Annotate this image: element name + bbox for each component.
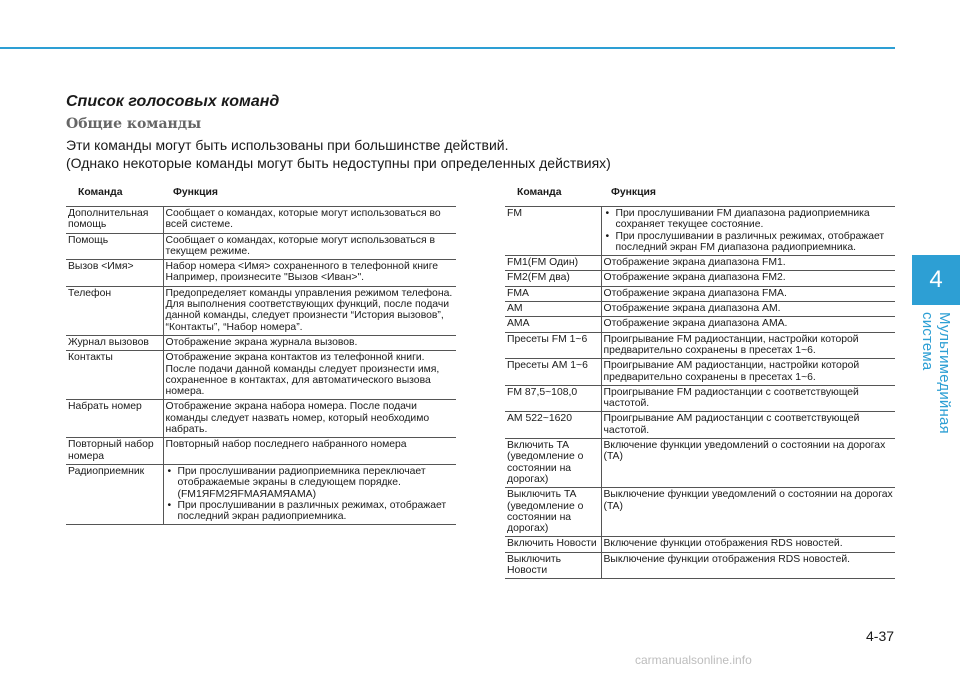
column-header-function: Функция bbox=[163, 180, 456, 207]
table-row bbox=[505, 385, 895, 412]
function-text: Отображение экрана диапазона AMA. bbox=[603, 318, 788, 330]
chapter-number-tab: 4 bbox=[912, 255, 960, 305]
commands-table-right bbox=[505, 180, 895, 579]
function-cell bbox=[601, 537, 895, 552]
function-cell bbox=[163, 464, 456, 524]
intro-line-2: (Однако некоторые команды могут быть недоступны при определенных действиях) bbox=[66, 155, 611, 171]
table-row bbox=[505, 332, 895, 359]
function-text: Отображение экрана диапазона FM1. bbox=[603, 257, 786, 269]
table-row bbox=[505, 439, 895, 488]
function-cell bbox=[601, 302, 895, 317]
function-text: Отображение экрана набора номера. После подачи команды следует назвать номер, который необходимо набрать. bbox=[165, 401, 430, 436]
section-title: Список голосовых команд bbox=[66, 93, 280, 110]
command-cell: Выключить Новости bbox=[505, 552, 601, 579]
function-cell bbox=[163, 351, 456, 400]
table-row bbox=[66, 400, 456, 438]
function-cell bbox=[601, 385, 895, 412]
function-cell bbox=[163, 335, 456, 350]
function-text: Включение функции уведомлений о состоянии на дорогах (TA) bbox=[603, 440, 886, 463]
page-number: 4-37 bbox=[866, 628, 895, 644]
command-cell: Пресеты FM 1~6 bbox=[505, 332, 601, 359]
command-cell: FM bbox=[505, 207, 601, 256]
function-cell bbox=[601, 359, 895, 386]
function-text: Предопределяет команды управления режимом телефона. bbox=[165, 287, 453, 299]
function-cell bbox=[601, 207, 895, 256]
function-text: Набор номера <Имя> сохраненного в телефонной книге bbox=[165, 261, 439, 273]
function-text: Отображение экрана диапазона FMA. bbox=[603, 287, 787, 299]
command-cell: FM 87,5~108,0 bbox=[505, 385, 601, 412]
table-row bbox=[66, 335, 456, 350]
subsection-title: Общие команды bbox=[66, 116, 202, 132]
function-text: Проигрывание AM радиостанции с соответствующей частотой. bbox=[603, 413, 860, 436]
commands-table-left bbox=[66, 180, 456, 525]
function-cell bbox=[601, 286, 895, 301]
command-cell: Набрать номер bbox=[66, 400, 163, 438]
table-row bbox=[505, 256, 895, 271]
function-cell bbox=[601, 412, 895, 439]
function-cell bbox=[601, 317, 895, 332]
command-cell: AMA bbox=[505, 317, 601, 332]
function-cell bbox=[163, 286, 456, 335]
command-cell: Телефон bbox=[66, 286, 163, 335]
function-text: Сообщает о командах, которые могут использоваться в текущем режиме. bbox=[165, 234, 436, 257]
function-bullet-list bbox=[166, 466, 455, 522]
table-row bbox=[505, 359, 895, 386]
chapter-title: Мультимедийная система bbox=[919, 312, 953, 434]
command-cell: Журнал вызовов bbox=[66, 335, 163, 350]
function-text: Проигрывание FM радиостанции с соответствующей частотой. bbox=[603, 386, 859, 410]
function-cell bbox=[601, 332, 895, 359]
function-bullet: • При прослушивании FM диапазона радиоприемника сохраняет текущее состояние. bbox=[604, 208, 894, 231]
column-header-command: Команда bbox=[505, 180, 601, 207]
function-cell bbox=[601, 552, 895, 579]
function-cell bbox=[163, 438, 456, 465]
command-cell: FM1(FM Один) bbox=[505, 256, 601, 271]
function-text: Выключение функции отображения RDS новостей. bbox=[603, 553, 851, 565]
function-cell bbox=[601, 439, 895, 488]
function-bullet: • При прослушивании в различных режимах, отображает последний экран FM диапазона радиоприемника. bbox=[604, 231, 894, 254]
function-cell bbox=[163, 260, 456, 287]
function-cell bbox=[163, 207, 456, 234]
table-row bbox=[505, 552, 895, 579]
table-row bbox=[505, 207, 895, 256]
table-row bbox=[505, 412, 895, 439]
function-bullet: • При прослушивании радиоприемника переключает отображаемые экраны в следующем порядке. (FM1ЯFM2ЯFMAЯAMЯAMA) bbox=[166, 466, 455, 500]
table-row bbox=[66, 351, 456, 400]
command-cell: Повторный набор номера bbox=[66, 438, 163, 465]
function-cell bbox=[601, 256, 895, 271]
function-text: Отображение экрана диапазона FM2. bbox=[603, 272, 786, 284]
function-bullet-list bbox=[604, 208, 894, 253]
column-header-function: Функция bbox=[601, 180, 895, 207]
table-row bbox=[66, 464, 456, 524]
command-cell: Пресеты AM 1~6 bbox=[505, 359, 601, 386]
watermark: carmanualsonline.info bbox=[635, 653, 752, 667]
command-cell: Помощь bbox=[66, 233, 163, 260]
function-cell bbox=[601, 488, 895, 537]
function-text: Включение функции отображения RDS новостей. bbox=[603, 538, 843, 550]
table-row bbox=[505, 317, 895, 332]
command-cell: FMA bbox=[505, 286, 601, 301]
command-cell: AM 522~1620 bbox=[505, 412, 601, 439]
command-cell: Радиоприемник bbox=[66, 464, 163, 524]
command-cell: Контакты bbox=[66, 351, 163, 400]
table-row bbox=[505, 537, 895, 552]
function-text: Проигрывание AM радиостанции, настройки которой предварительно сохранены в пресетах 1~6. bbox=[603, 360, 860, 383]
function-bullet: • При прослушивании в различных режимах, отображает последний экран радиоприемника. bbox=[166, 500, 455, 523]
function-text: Отображение экрана контактов из телефонной книги. После подачи данной команды следует произнести имя, сохраненное в контактах, для автоматического вызова номера. bbox=[165, 352, 440, 398]
command-cell: Включить Новости bbox=[505, 537, 601, 552]
intro-line-1: Эти команды могут быть использованы при большинстве действий. bbox=[66, 137, 509, 153]
function-cell bbox=[163, 233, 456, 260]
table-row bbox=[66, 260, 456, 287]
function-text: Для выполнения соответствующих функций, после подачи данной команды, следует произнести “История вызовов”, “Контакты”, “Набор номера”. bbox=[165, 299, 450, 333]
function-text: Отображение экрана диапазона AM. bbox=[603, 303, 781, 315]
function-text: Проигрывание FM радиостанции, настройки которой предварительно сохранены в пресетах 1~6. bbox=[603, 333, 859, 356]
command-cell: Дополнительная помощь bbox=[66, 207, 163, 234]
table-row bbox=[66, 233, 456, 260]
function-text: Выключение функции уведомлений о состоянии на дорогах (TA) bbox=[603, 489, 893, 512]
command-cell: Вызов <Имя> bbox=[66, 260, 163, 287]
command-cell: Выключить TA (уведомление о состоянии на дорогах) bbox=[505, 488, 601, 537]
function-text: Сообщает о командах, которые могут использоваться во всей системе. bbox=[165, 208, 441, 231]
column-header-command: Команда bbox=[66, 180, 163, 207]
function-text: Например, произнесите "Вызов <Иван>". bbox=[165, 272, 365, 284]
table-row bbox=[66, 207, 456, 234]
header-rule bbox=[0, 47, 895, 49]
command-cell: Включить TA (уведомление о состоянии на дорогах) bbox=[505, 439, 601, 488]
function-cell bbox=[163, 400, 456, 438]
table-row bbox=[66, 438, 456, 465]
function-text: Отображение экрана журнала вызовов. bbox=[165, 336, 358, 348]
table-row bbox=[505, 286, 895, 301]
command-cell: AM bbox=[505, 302, 601, 317]
table-row bbox=[505, 271, 895, 286]
table-row bbox=[505, 302, 895, 317]
function-text: Повторный набор последнего набранного номера bbox=[165, 439, 407, 451]
command-cell: FM2(FM два) bbox=[505, 271, 601, 286]
table-row bbox=[66, 286, 456, 335]
table-row bbox=[505, 488, 895, 537]
function-cell bbox=[601, 271, 895, 286]
